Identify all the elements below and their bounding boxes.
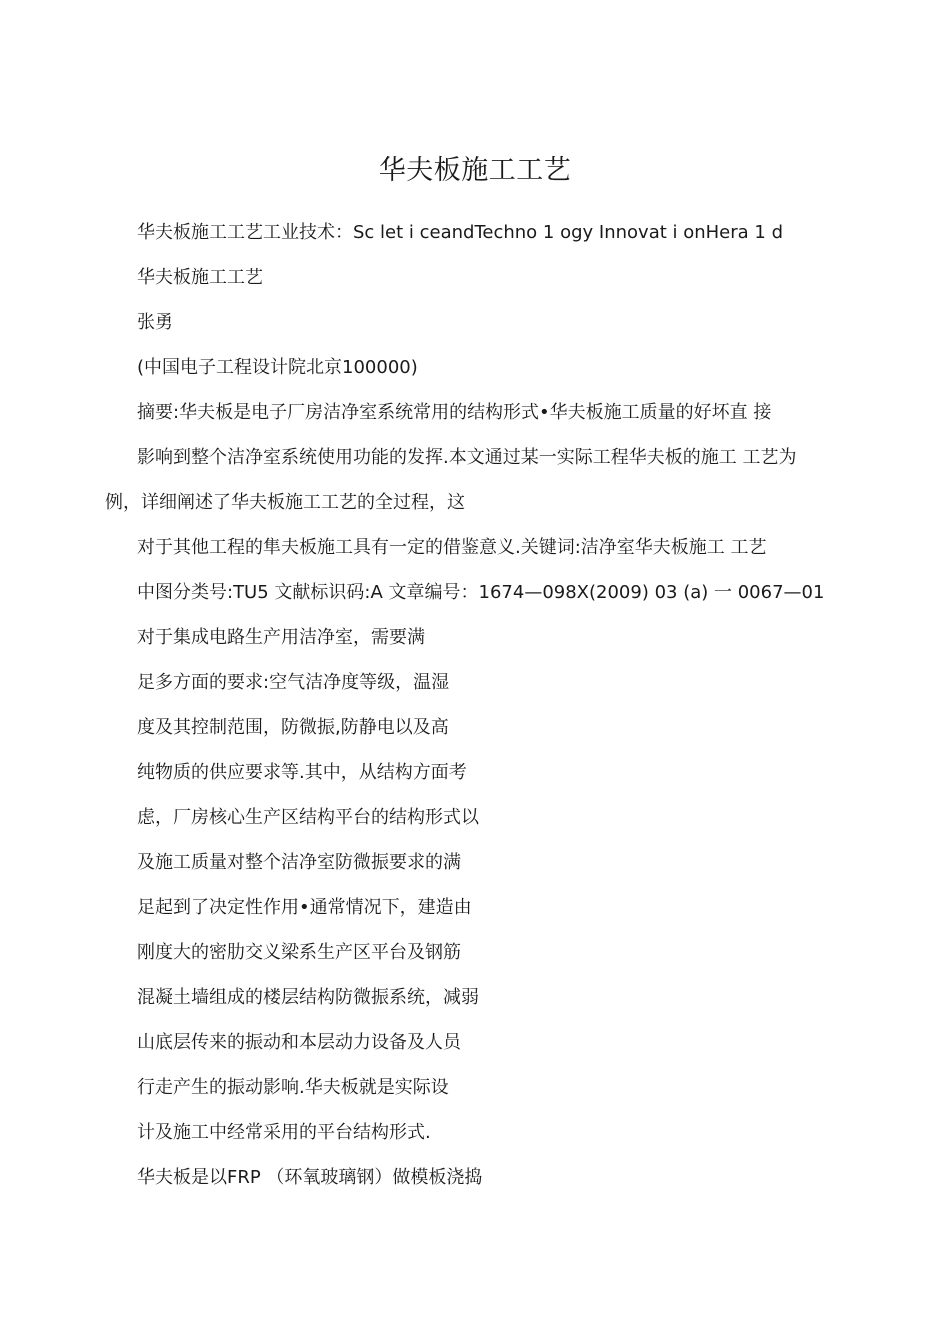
body-line: 行走产生的振动影响.华夫板就是实际设	[137, 1077, 449, 1098]
abstract-line: 例，详细阐述了华夫板施工工艺的全过程，这	[105, 492, 465, 513]
body-line: 足多方面的要求:空气洁净度等级，温湿	[137, 672, 450, 693]
abstract-line: 摘要:华夫板是电子厂房洁净室系统常用的结构形式•华夫板施工质量的好坏直 接	[137, 402, 772, 423]
abstract-line: 影响到整个洁净室系统使用功能的发挥.本文通过某一实际工程华夫板的施工 工艺为	[137, 447, 797, 468]
body-line: 山底层传来的振动和本层动力设备及人员	[137, 1032, 461, 1053]
body-line: 纯物质的供应要求等.其中，从结构方面考	[137, 762, 467, 783]
body-line: 刚度大的密肋交义梁系生产区平台及钢筋	[137, 942, 461, 963]
keywords-line: 对于其他工程的隼夫板施工具有一定的借鉴意义.关键词:洁净室华夫板施工 工艺	[137, 537, 767, 558]
body-line: 及施工质量对整个洁净室防微振要求的满	[137, 852, 461, 873]
body-line: 度及其控制范围，防微振,防静电以及高	[137, 717, 449, 738]
body-line: 华夫板施工工艺	[137, 267, 263, 288]
body-line: 华夫板施工工艺工业技术：Sc let i ceandTechno 1 ogy Innovat i onHera 1 d	[137, 222, 784, 243]
body-line: 计及施工中经常采用的平台结构形式.	[137, 1122, 431, 1143]
body-line: 华夫板是以FRP （环氧玻璃钢）做模板浇捣	[137, 1167, 483, 1188]
body-line: 混凝土墙组成的楼层结构防微振系统，减弱	[137, 987, 479, 1008]
body-line: 虑，厂房核心生产区结构平台的结构形式以	[137, 807, 479, 828]
affiliation-line: (中国电子工程设计院北京100000)	[137, 357, 418, 378]
body-line: 对于集成电路生产用洁净室，需要满	[137, 627, 425, 648]
classification-line: 中图分类号:TU5 文献标识码:A 文章编号：1674—098X(2009) 03 (a) 一 0067—01	[137, 582, 825, 603]
author-line: 张勇	[137, 312, 173, 333]
document-title: 华夫板施工工艺	[378, 155, 572, 186]
body-line: 足起到了决定性作用•通常情况下，建造由	[137, 897, 472, 918]
